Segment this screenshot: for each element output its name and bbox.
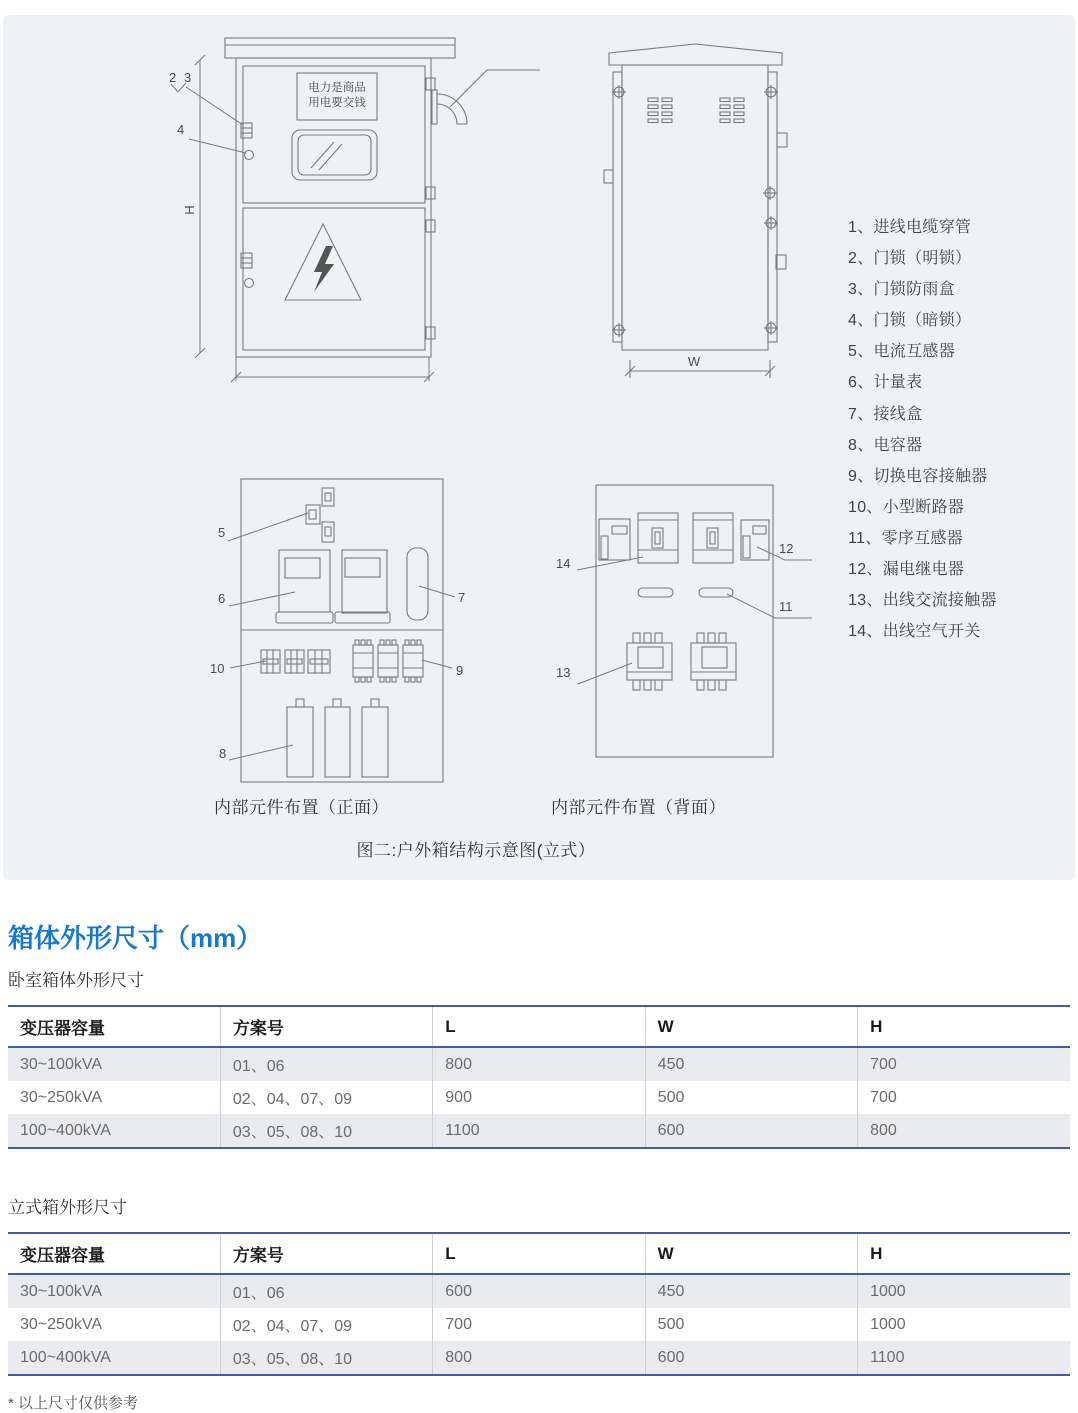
horizontal-box-dimensions-table	[8, 1005, 1070, 1149]
vertical-box-dimensions-table	[8, 1232, 1070, 1376]
footnote: * 以上尺寸仅供参考	[8, 1395, 139, 1412]
vertical-box-subtitle: 立式箱外形尺寸	[8, 1198, 127, 1217]
table-row	[8, 1274, 1070, 1308]
header-cell: L	[433, 1006, 645, 1047]
legend-item: 8、电容器	[848, 436, 923, 454]
header-cell: H	[858, 1006, 1070, 1047]
hidden-lock-lower	[245, 279, 254, 288]
callout-leader	[186, 87, 243, 125]
roof-slab	[225, 38, 455, 58]
table-cell: 700	[858, 1081, 1070, 1114]
figure-title: 图二:户外箱结构示意图(立式）	[356, 841, 596, 860]
callout-leader	[189, 139, 246, 153]
sign-text-line1: 电力是商品	[308, 82, 366, 94]
table-row	[8, 1341, 1070, 1375]
sign-text-line2: 用电要交钱	[308, 97, 366, 109]
side-tab	[777, 133, 787, 147]
table-header-row	[8, 1006, 1070, 1047]
callout-2: 2	[169, 70, 177, 85]
table-cell: 700	[858, 1047, 1070, 1081]
back-layout-caption: 内部元件布置（背面）	[551, 798, 726, 817]
table-cell: 30~250kVA	[20, 1088, 102, 1106]
front-exterior-labels	[169, 70, 366, 215]
front-exterior-dimensions	[171, 55, 434, 382]
table-cell: 1000	[858, 1274, 1070, 1308]
inlet-cable-duct	[432, 90, 437, 124]
left-terminal-box	[599, 519, 630, 560]
legend-list	[848, 212, 997, 647]
outgoing-air-switches	[638, 513, 733, 563]
dimension-h-label: H	[182, 205, 197, 215]
callout-5: 5	[218, 525, 226, 540]
header-cell: 变压器容量	[20, 1246, 105, 1265]
lower-door	[243, 208, 425, 350]
box-dimensions-section	[8, 922, 1070, 1413]
table-cell: 30~100kVA	[20, 1055, 102, 1073]
leakage-relay	[741, 520, 769, 560]
hidden-lock-upper	[245, 151, 254, 160]
table-header-row	[8, 1233, 1070, 1274]
table-cell: 800	[433, 1047, 645, 1081]
table-cell: 600	[645, 1114, 857, 1148]
legend-item: 1、进线电缆穿管	[848, 219, 972, 236]
table-cell: 450	[645, 1274, 857, 1308]
legend-item: 2、门锁（明锁）	[848, 250, 972, 268]
legend-item: 6、计量表	[848, 374, 923, 392]
energy-meters	[276, 550, 390, 623]
table-cell: 500	[645, 1308, 857, 1341]
header-cell: 变压器容量	[20, 1019, 105, 1038]
mini-circuit-breakers	[261, 650, 330, 673]
table-cell: 450	[645, 1047, 857, 1081]
back-internal-leaders	[577, 547, 812, 684]
table-row	[8, 1114, 1070, 1148]
table-cell: 500	[645, 1081, 857, 1114]
table-cell: 600	[433, 1274, 645, 1308]
legend-item: 4、门锁（暗锁）	[848, 312, 972, 330]
callout-10: 10	[210, 661, 225, 676]
table-cell: 02、04、07、09	[220, 1081, 432, 1114]
callout-14: 14	[556, 556, 571, 571]
header-cell: L	[433, 1233, 645, 1274]
corner-bolts	[612, 85, 778, 337]
table-row	[8, 1081, 1070, 1114]
legend-item: 3、门锁防雨盒	[848, 281, 955, 299]
legend-item: 12、漏电继电器	[848, 561, 965, 579]
table-row	[8, 1047, 1070, 1081]
front-layout-caption: 内部元件布置（正面）	[214, 798, 389, 817]
capacitor-contactors	[353, 640, 423, 682]
side-tab	[604, 170, 613, 183]
front-internal-labels	[210, 525, 465, 761]
front-exterior-view	[225, 38, 540, 357]
meter-window	[292, 130, 377, 180]
legend-item: 11、零序互感器	[848, 529, 964, 547]
section-title: 箱体外形尺寸（mm）	[8, 923, 263, 953]
callout-9: 9	[456, 663, 464, 678]
header-cell: 方案号	[220, 1233, 432, 1274]
table-cell: 03、05、08、10	[220, 1114, 432, 1148]
front-internal-layout	[228, 479, 455, 782]
left-rail	[613, 72, 622, 342]
legend-item: 10、小型断路器	[848, 498, 965, 516]
callout-7: 7	[458, 590, 466, 605]
outgoing-ac-contactors	[627, 633, 736, 690]
back-internal-labels	[556, 541, 793, 680]
legend-item: 5、电流互感器	[848, 343, 955, 361]
callout-13: 13	[556, 665, 571, 680]
callout-12: 12	[779, 541, 794, 556]
callout-4: 4	[177, 122, 185, 137]
table-cell: 30~250kVA	[20, 1315, 102, 1333]
legend-item: 13、出线交流接触器	[848, 592, 997, 610]
peaked-roof	[609, 44, 782, 65]
callout-6: 6	[218, 591, 226, 606]
duct-leader-line	[450, 70, 540, 107]
legend-item: 9、切换电容接触器	[848, 467, 988, 485]
back-internal-layout	[577, 485, 812, 757]
dimension-w-label: W	[687, 354, 701, 369]
current-transformers	[306, 488, 334, 542]
table-cell: 600	[645, 1341, 857, 1375]
table-cell: 30~100kVA	[20, 1282, 102, 1300]
header-cell: W	[645, 1006, 857, 1047]
table-row	[8, 1308, 1070, 1341]
table-cell: 1100	[858, 1341, 1070, 1375]
table-cell: 700	[433, 1308, 645, 1341]
back-exterior-view	[604, 44, 787, 378]
vent-louvers	[648, 98, 744, 123]
table-cell: 800	[433, 1341, 645, 1375]
table-cell: 03、05、08、10	[220, 1341, 432, 1375]
header-cell: H	[858, 1233, 1070, 1274]
table-cell: 02、04、07、09	[220, 1308, 432, 1341]
header-cell: W	[645, 1233, 857, 1274]
cabinet-back	[622, 65, 768, 350]
junction-box	[407, 548, 428, 620]
callout-8: 8	[219, 746, 227, 761]
zero-sequence-cts	[638, 588, 733, 597]
table-cell: 1000	[858, 1308, 1070, 1341]
callout-3: 3	[184, 70, 192, 85]
table-cell: 800	[858, 1114, 1070, 1148]
horizontal-box-subtitle: 卧室箱体外形尺寸	[8, 971, 144, 990]
table-cell: 100~400kVA	[20, 1121, 111, 1139]
table-cell: 01、06	[220, 1274, 432, 1308]
header-cell: 方案号	[220, 1006, 432, 1047]
table-cell: 01、06	[220, 1047, 432, 1081]
table-cell: 900	[433, 1081, 645, 1114]
callout-11: 11	[779, 599, 793, 614]
legend-item: 14、出线空气开关	[848, 623, 981, 641]
right-rail	[768, 72, 777, 342]
table-cell: 100~400kVA	[20, 1348, 111, 1366]
legend-item: 7、接线盒	[848, 405, 923, 423]
capacitors	[287, 699, 388, 777]
table-cell: 1100	[433, 1114, 645, 1148]
